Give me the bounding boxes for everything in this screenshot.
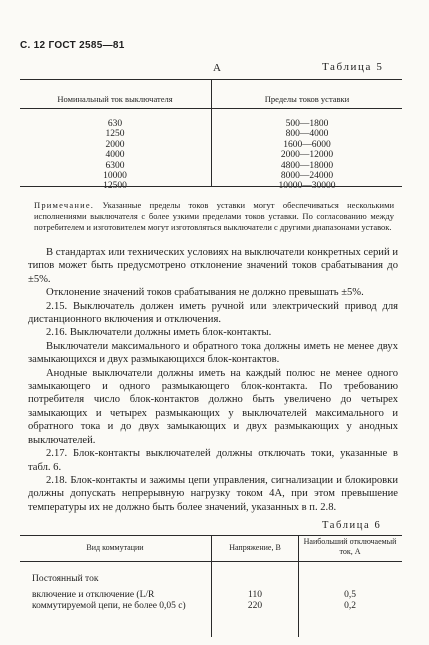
table5-label: Таблица 5 <box>322 61 384 73</box>
table6-header-rule <box>20 561 402 562</box>
note-lead: Примечание. <box>34 200 95 210</box>
note-text: Указанные пределы токов уставки могут обеспечиваться несколькими исполнениями выключателя с более узкими пределами токов уставки. По согласованию между потребителем и изготовителем могут изготовляться выключатели с другими диапазонами уставок. <box>34 200 394 232</box>
table5-column-divider <box>211 79 212 186</box>
table6-voltage-cell: 110 <box>248 590 262 600</box>
table6-divider-2 <box>298 535 299 637</box>
table6-label: Таблица 6 <box>322 520 382 531</box>
table5-current-cell: 4000 <box>105 150 125 161</box>
table5-bottom-rule <box>20 186 402 187</box>
table5-range-cell: 8000—24000 <box>280 171 334 182</box>
table5-current-cell: 2000 <box>105 139 125 150</box>
table5-header-rule <box>20 108 402 109</box>
table6-col3-header: Наибольший отключаемый ток, А <box>303 537 397 556</box>
body-text <box>28 246 398 514</box>
table5-note <box>34 200 394 233</box>
table6-current-cell: 0,5 <box>344 590 356 600</box>
table5-current-column <box>60 119 170 192</box>
page-header: С. 12 ГОСТ 2585—81 <box>20 40 125 51</box>
table5-col1-header: Номинальный ток выключателя <box>57 94 173 104</box>
table6-voltage-column <box>212 590 298 612</box>
table6-voltage-cell: 220 <box>247 601 263 611</box>
body-paragraph: 2.16. Выключатели должны иметь блок-контакты. <box>46 327 272 339</box>
table6-current-column <box>300 590 400 612</box>
body-paragraph: 2.18. Блок-контакты и зажимы цепи управления, сигнализации и блокировки должны допускать непрерывную нагрузку током 4А, при этом превышение температуры их не должно быть более значений, указанных в п. 2.8. <box>28 474 398 513</box>
body-paragraph: Выключатели максимального и обратного тока должны иметь не менее двух замыкающихся и двух размыкающихся блок-контактов. <box>28 340 398 366</box>
table5-range-cell: 800—4000 <box>285 129 329 140</box>
table6-col1-header: Вид коммутации <box>86 543 144 552</box>
table5-col2-header: Пределы токов уставки <box>264 94 350 104</box>
body-paragraph: 2.15. Выключатель должен иметь ручной или электрический привод для дистанционного включения и отключения. <box>28 300 398 326</box>
body-paragraph: Анодные выключатели должны иметь на каждый полюс не менее одного замыкающего и одного размыкающего блок-контакта. По требованию потребителя число блок-контактов должно быть увеличено до четырех замыкающих и четырех размыкающих у выключателей максимального и обратного тока и до двух замыкающих и двух размыкающих у анодных выключателей. <box>28 367 398 446</box>
body-paragraph: В стандартах или технических условиях на выключатели конкретных серий и типов может быть предусмотрено отклонение значений токов срабатывания до ±5%. <box>28 247 398 285</box>
table5-range-cell: 4800—18000 <box>280 160 334 171</box>
body-paragraph: Отклонение значений токов срабатывания не должно превышать ±5%. <box>46 287 364 299</box>
table6-current-cell: 0,2 <box>344 601 356 611</box>
body-paragraph: 2.17. Блок-контакты выключателей должны отключать токи, указанные в табл. 6. <box>28 448 398 473</box>
table6-col2-header: Напряжение, В <box>229 543 281 552</box>
table5-current-cell: 6300 <box>105 160 125 171</box>
table6-row-section: Постоянный ток <box>32 574 99 584</box>
table6-row-text: включение и отключение (L/R коммутируемой цепи, не более 0,05 с) <box>32 590 186 611</box>
table5-range-cell: 1600—6000 <box>283 139 331 150</box>
table5-letter: А <box>213 62 221 74</box>
table5-range-cell: 500—1800 <box>285 119 329 129</box>
table5-current-cell: 630 <box>107 119 123 129</box>
table5-range-cell: 2000—12000 <box>280 150 334 161</box>
table5-range-column <box>252 119 362 192</box>
table5-current-cell: 1250 <box>105 129 125 140</box>
table5-current-cell: 10000 <box>103 171 127 182</box>
